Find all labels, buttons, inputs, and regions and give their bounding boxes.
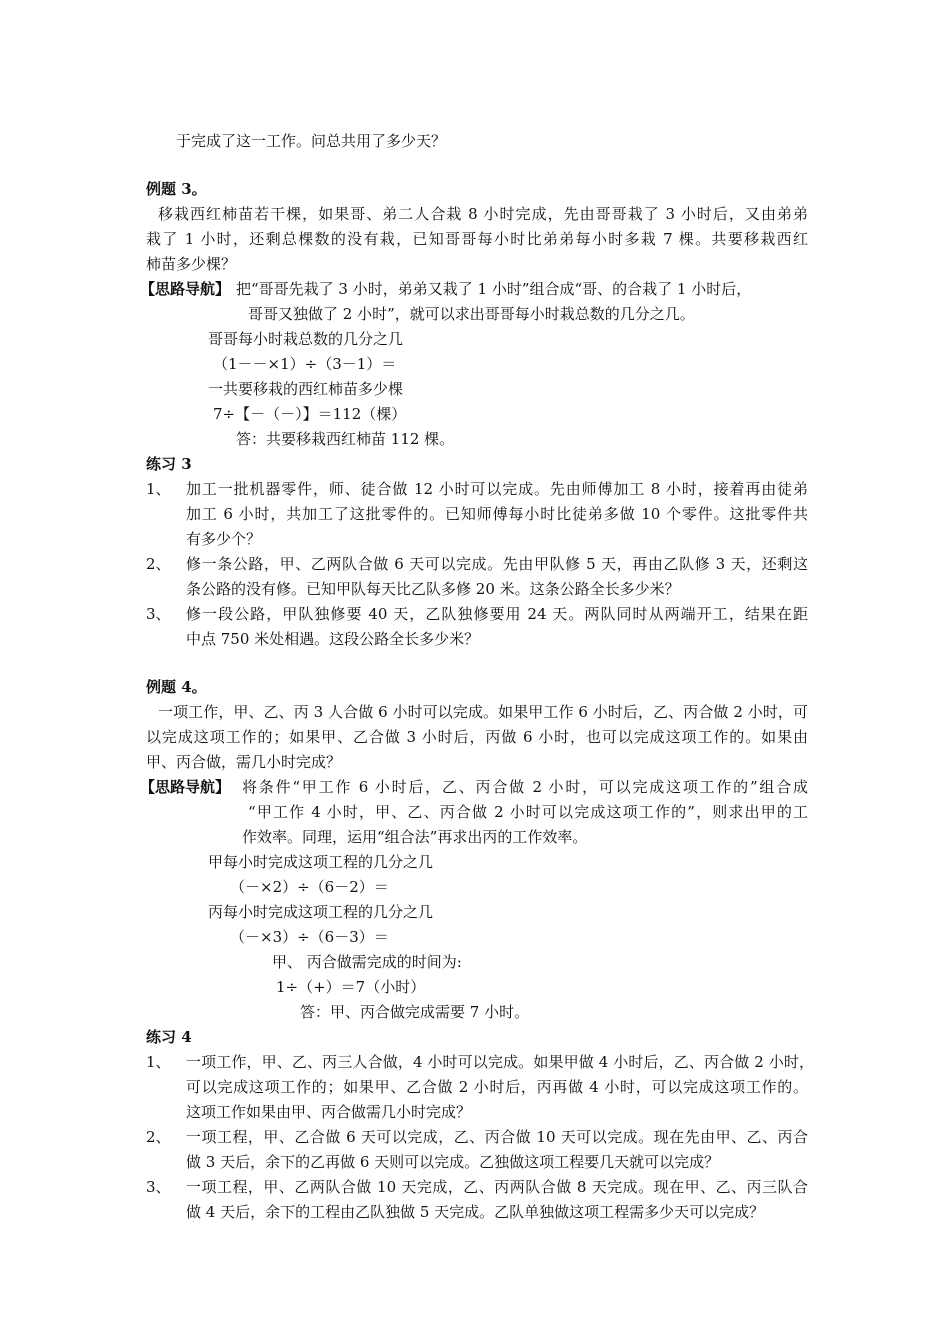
practice4-item-line: 做 4 天后，余下的工程由乙队独做 5 天完成。乙队单独做这项工程需多少天可以完成？ <box>186 1203 765 1221</box>
example3-answer: 答：共要移栽西红柿苗 112 棵。 <box>236 430 455 448</box>
example4-guide-line: 作效率。同理，运用“组合法”再求出丙的工作效率。 <box>242 828 588 846</box>
example4-guide-label: 【思路导航】 <box>140 778 231 796</box>
example3-guide-label: 【思路导航】 <box>140 280 231 298</box>
practice3-item-line: 修一条公路，甲、乙两队合做 6 天可以完成。先由甲队修 5 天，再由乙队修 3 天，还剩这 <box>186 555 808 573</box>
example4-solution-line: 丙每小时完成这项工程的几分之几 <box>208 903 434 921</box>
practice4-item-number: 3、 <box>146 1178 171 1196</box>
example3-guide-line: 把“哥哥先栽了 3 小时，弟弟又栽了 1 小时”组合成“哥、的合栽了 1 小时后， <box>236 280 752 298</box>
practice3-item-number: 2、 <box>146 555 171 573</box>
practice3-item-line: 加工一批机器零件，师、徒合做 12 小时可以完成。先由师傅加工 8 小时，接着再由徒弟 <box>186 480 808 498</box>
example4-solution-line: 甲、 丙合做需完成的时间为: <box>272 953 462 971</box>
example4-guide-line: “甲工作 4 小时，甲、乙、丙合做 2 小时可以完成这项工作的”，则求出甲的工 <box>248 803 808 821</box>
practice3-item-line: 条公路的没有修。已知甲队每天比乙队多修 20 米。这条公路全长多少米？ <box>186 580 680 598</box>
practice3-item-line: 加工 6 小时，共加工了这批零件的。已知师傅每小时比徒弟多做 10 个零件。这批零件共 <box>186 505 808 523</box>
intro-tail-text: 于完成了这一工作。问总共用了多少天？ <box>176 132 447 150</box>
practice4-item-line: 一项工作，甲、乙、丙三人合做，4 小时可以完成。如果甲做 4 小时后，乙、丙合做 2 小时， <box>186 1053 814 1071</box>
example3-problem-line: 栽了 1 小时，还剩总棵数的没有栽，已知哥哥每小时比弟弟每小时多栽 7 棵。共要移栽西红 <box>146 230 808 248</box>
example4-solution-line: 甲每小时完成这项工程的几分之几 <box>208 853 434 871</box>
practice4-item-line: 一项工程，甲、乙合做 6 天可以完成，乙、丙合做 10 天可以完成。现在先由甲、乙、丙合 <box>186 1128 808 1146</box>
example4-heading: 例题 4。 <box>146 678 207 696</box>
practice4-item-line: 这项工作如果由甲、丙合做需几小时完成？ <box>186 1103 472 1121</box>
practice4-item-number: 2、 <box>146 1128 171 1146</box>
practice3-item-number: 3、 <box>146 605 171 623</box>
practice3-item-line: 中点 750 米处相遇。这段公路全长多少米？ <box>186 630 480 648</box>
example3-solution-line: 哥哥每小时栽总数的几分之几 <box>208 330 404 348</box>
example4-guide-line: 将条件“甲工作 6 小时后，乙、丙合做 2 小时，可以完成这项工作的”组合成 <box>242 778 808 796</box>
example3-solution-line: 7÷【－（－）】＝112（棵） <box>213 405 407 423</box>
example3-solution-line: （1－－×1）÷（3－1）＝ <box>213 355 397 373</box>
example3-solution-line: 一共要移栽的西红柿苗多少棵 <box>208 380 404 398</box>
example4-answer: 答：甲、丙合做完成需要 7 小时。 <box>300 1003 530 1021</box>
practice3-item-line: 修一段公路，甲队独修要 40 天，乙队独修要用 24 天。两队同时从两端开工，结果在距 <box>186 605 808 623</box>
example4-solution-line: （－×2）÷（6－2）＝ <box>230 878 389 896</box>
example4-problem-line: 甲、丙合做，需几小时完成？ <box>146 753 342 771</box>
practice4-item-line: 一项工程，甲、乙两队合做 10 天完成，乙、丙两队合做 8 天完成。现在甲、乙、丙三队合 <box>186 1178 808 1196</box>
example4-problem-line: 以完成这项工作的；如果甲、乙合做 3 小时后，丙做 6 小时，也可以完成这项工作的。如果由 <box>146 728 808 746</box>
practice4-item-number: 1、 <box>146 1053 171 1071</box>
practice3-item-line: 有多少个？ <box>186 530 262 548</box>
example4-solution-line: 1÷（+）＝7（小时） <box>276 978 426 996</box>
practice3-item-number: 1、 <box>146 480 171 498</box>
example4-problem-line: 一项工作，甲、乙、丙 3 人合做 6 小时可以完成。如果甲工作 6 小时后，乙、丙合做 2 小时，可 <box>158 703 808 721</box>
example3-heading: 例题 3。 <box>146 180 207 198</box>
example3-guide-line: 哥哥又独做了 2 小时”，就可以求出哥哥每小时栽总数的几分之几。 <box>248 305 695 323</box>
example3-problem-line: 移栽西红柿苗若干棵，如果哥、弟二人合栽 8 小时完成，先由哥哥栽了 3 小时后，又由弟弟 <box>158 205 808 223</box>
practice4-heading: 练习 4 <box>146 1028 192 1046</box>
practice4-item-line: 做 3 天后，余下的乙再做 6 天则可以完成。乙独做这项工程要几天就可以完成？ <box>186 1153 720 1171</box>
example3-problem-line: 柿苗多少棵？ <box>146 255 237 273</box>
practice3-heading: 练习 3 <box>146 455 192 473</box>
practice4-item-line: 可以完成这项工作的；如果甲、乙合做 2 小时后，丙再做 4 小时，可以完成这项工作的。 <box>186 1078 808 1096</box>
example4-solution-line: （－×3）÷（6－3）＝ <box>230 928 389 946</box>
